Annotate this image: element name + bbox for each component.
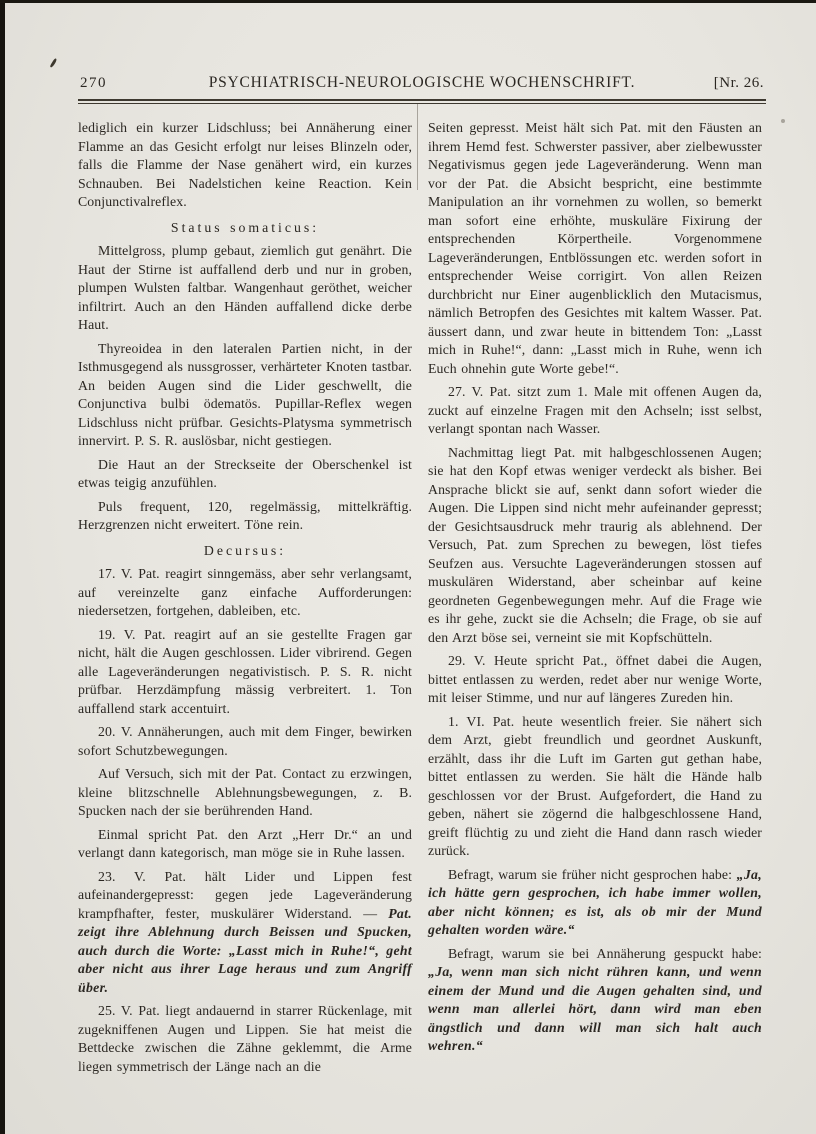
entry-20-v: 20. V. Annäherungen, auch mit dem Finger, bewirken sofort Schutzbewegungen. bbox=[78, 724, 412, 758]
paragraph-status-2: Thyreoidea in den lateralen Partien nicht, in der Isthmusgegend als nussgrosser, verhärteter Knoten tastbar. An beiden Augen sind die Lider geschwellt, die Conjunctiva bulbi ödematös. Pupillar-Reflex wegen Lidschluss nicht prüfbar. Gesichts-Platysma symmetrisch innervirt. P. S. R. auslösbar, nicht gestiegen. bbox=[78, 340, 413, 448]
left-column bbox=[78, 119, 412, 1081]
right-column bbox=[428, 119, 762, 1081]
paragraph-continuation-right: Seiten gepresst. Meist hält sich Pat. mit den Fäusten an ihrem Hemd fest. Schwerster passiver, aber zielbewusster Negativismus gegen jede Lageveränderung. Wenn man vor der Pat. die Absicht bespricht, eine bestimmte Manipulation an ihr vornehmen zu wollen, so bemerkt man sofort eine erhöhte, muskuläre Fixirung der entsprechenden Körpertheile. Vorgenommene Lageveränderungen, Entblössungen etc. werden sofort in entsprechender Weise corrigirt. Von allen Reizen durchbricht nur Einer augenblicklich den Mutacismus, nämlich Betropfen des Gesichtes mit kaltem Wasser. Pat. äussert dann, und zwar heute in bittendem Ton: „Lasst mich in Ruhe!“, dann: „Lasst mich in Ruhe, wenn ich Euch ohnehin gute Worte gebe!“. bbox=[428, 120, 762, 376]
issue-number: [Nr. 26. bbox=[713, 75, 764, 91]
paragraph-befragt-2 bbox=[428, 945, 762, 1056]
entry-29-v: 29. V. Heute spricht Pat., öffnet dabei die Augen, bittet entlassen zu werden, redet aber nur wenige Worte, mit leiser Stimme, und nur auf längeres Zureden hin. bbox=[428, 653, 762, 705]
entry-23-v-emphasis: Pat. zeigt ihre Ablehnung durch Beissen und Spucken, auch durch die Worte: „Lasst mich in Ruhe!“, geht aber nicht aus ihrer Lage heraus und zum Angriff über. bbox=[78, 905, 412, 995]
paper-blemish bbox=[781, 119, 785, 123]
entry-23-v bbox=[78, 868, 412, 998]
entry-1-vi: 1. VI. Pat. heute wesentlich freier. Sie nähert sich dem Arzt, giebt freundlich und geordnet Auskunft, erzählt, dass ihr die Luft im Garten gut gethan habe, bittet entlassen zu werden. Sie hält die Hände halb geschlossen vor der Brust. Aufgefordert, die Hand zu geben, nähert sie zögernd die halbgeschlossene Hand, greift flüchtig zu und zieht die Hand dann rasch wieder zurück. bbox=[428, 713, 762, 858]
befragt-2-quote: „Ja, wenn man sich nicht rühren kann, und wenn einem der Mund und die Augen gehalten sind, und wenn man allerlei hört, dann wird man eben ängstlich und dann will man sich halt auch wehren.“ bbox=[428, 964, 762, 1053]
entry-23-v-text: 23. V. Pat. hält Lider und Lippen fest aufeinandergepresst: gegen jede Lageveränderung krampfhafter, fester, muskulärer Widerstand. — bbox=[78, 868, 412, 921]
befragt-1-intro: Befragt, warum sie früher nicht gesprochen habe: bbox=[448, 866, 737, 882]
befragt-1-quote: „Ja, ich hätte gern gesprochen, ich habe immer wollen, aber nicht können; es ist, als ob mir der Mund gehalten worden wäre.“ bbox=[428, 866, 762, 937]
text-columns bbox=[78, 119, 762, 1081]
paragraph-status-4: Puls frequent, 120, regelmässig, mittelkräftig. Herzgrenzen nicht erweitert. Töne rein. bbox=[78, 498, 412, 532]
heading-decursus: Decursus: bbox=[203, 542, 287, 558]
page-header bbox=[80, 74, 764, 92]
journal-title: PSYCHIATRISCH-NEUROLOGISCHE WOCHENSCHRIFT. bbox=[208, 74, 636, 91]
paragraph-status-3: Die Haut an der Streckseite der Oberschenkel ist etwas teigig anzufühlen. bbox=[78, 456, 412, 490]
scan-edge-left bbox=[0, 0, 5, 1134]
page-number: 270 bbox=[80, 75, 107, 91]
paragraph-status-1: Mittelgross, plump gebaut, ziemlich gut genährt. Die Haut der Stirne ist auffallend derb und nur in groben, plumpen Wulsten faltbar. Wangenhaut geröthet, weicher infiltrirt. Auch an den Händen auffallend dicke derbe Haut. bbox=[78, 243, 412, 332]
entry-27-v: 27. V. Pat. sitzt zum 1. Male mit offenen Augen da, zuckt auf einzelne Fragen mit den Achseln; isst selbst, verlangt spontan nach Wasser. bbox=[428, 384, 762, 436]
paragraph-befragt-1 bbox=[428, 866, 762, 940]
entry-17-v: 17. V. Pat. reagirt sinngemäss, aber sehr verlangsamt, auf vereinzelte ganz einfache Aufforderungen: niedersetzen, fortgehen, dableiben, etc. bbox=[78, 566, 412, 618]
header-double-rule bbox=[78, 99, 766, 104]
entry-19-v: 19. V. Pat. reagirt auf an sie gestellte Fragen gar nicht, hält die Augen geschlossen. Lider vibrirend. Gegen alle Lageveränderungen negativistisch. P. S. R. nicht prüfbar. Herzdämpfung mässig verbreitert. 1. Ton auffallend stark accentuirt. bbox=[78, 626, 412, 716]
entry-27-v-b: Nachmittag liegt Pat. mit halbgeschlossenen Augen; sie hat den Kopf etwas weniger verdeckt als bisher. Bei Ansprache blickt sie auf, senkt dann sofort wieder die Augen. Die Lippen sind nicht mehr aufeinander gepresst; der Gesichtsausdruck mehr traurig als ablehnend. Der Versuch, Pat. zum Sprechen zu bewegen, löst tiefes Seufzen aus. Versuchte Lageveränderungen stossen auf muskulären Widerstand, aber scheinbar auf keine geordneten Gegenbewegungen mehr. Auf die Frage wie es ihr gehe, zuckt sie die Achseln; die Frage, ob sie auf den Arzt böse sei, verneint sie mit Kopfschütteln. bbox=[428, 444, 762, 645]
entry-20-v-c: Einmal spricht Pat. den Arzt „Herr Dr.“ an und verlangt dann kategorisch, man möge sie in Ruhe lassen. bbox=[78, 826, 412, 860]
scan-edge-top bbox=[0, 0, 816, 3]
heading-status-somaticus: Status somaticus: bbox=[170, 219, 320, 235]
ink-speck bbox=[50, 58, 58, 68]
paragraph-continuation-left: lediglich ein kurzer Lidschluss; bei Annäherung einer Flamme an das Gesicht erfolgt nur leises Blinzeln oder, falls die Flamme der Nase genähert wird, ein kurzes Schnauben. Bei Nadelstichen keine Reaction. Kein Conjunctivalreflex. bbox=[78, 120, 412, 209]
entry-20-v-b: Auf Versuch, sich mit der Pat. Contact zu erzwingen, kleine blitzschnelle Ablehnungsbewegungen, z. B. Spucken nach der sie berührenden Hand. bbox=[78, 766, 412, 818]
entry-25-v: 25. V. Pat. liegt andauernd in starrer Rückenlage, mit zugekniffenen Augen und Lippen. Sie hat meist die Bettdecke zwischen die Zähne geklemmt, die Arme liegen symmetrisch der Länge nach an die bbox=[78, 1003, 412, 1074]
befragt-2-intro: Befragt, warum sie bei Annäherung gespuckt habe: bbox=[448, 945, 762, 961]
